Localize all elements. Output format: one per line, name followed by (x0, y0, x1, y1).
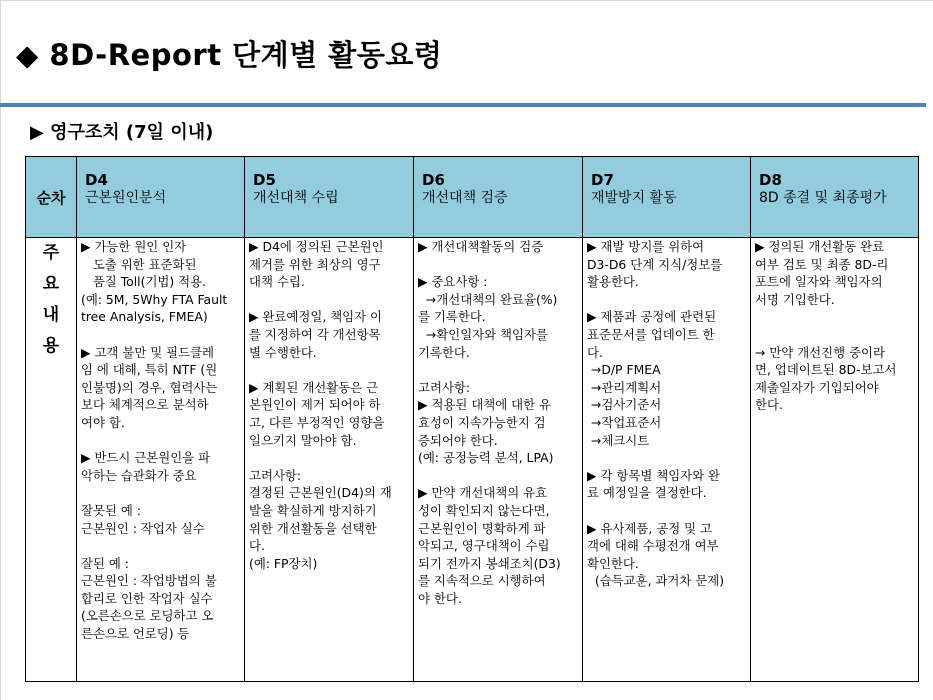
content-cell-d6 (414, 238, 583, 682)
column-code: D6 (422, 171, 445, 189)
content-line: 른손으로 언로딩) 등 (81, 626, 190, 642)
content-line: ▶ D4에 정의된 근본원인 (249, 239, 384, 254)
content-line: ▶ 제품과 공정에 관련된 (587, 309, 717, 325)
content-line: ▶ 만약 개선대책의 유효 (418, 485, 548, 501)
content-line: ▶ 중요사항 : (418, 274, 488, 290)
content-line: 고려사항: (249, 467, 302, 483)
content-line: 고려사항: (418, 379, 471, 395)
column-code: D7 (591, 171, 614, 189)
content-line: 결정된 근본원인(D4)의 재 (249, 485, 392, 501)
content-line: ▶ 완료예정일, 책임자 이 (249, 309, 383, 325)
content-line: 야 한다. (418, 590, 462, 606)
content-line: 기록한다. (418, 344, 470, 360)
content-line: 도출 위한 표준화된 (81, 256, 197, 272)
content-line: (오른손으로 로딩하고 오 (81, 608, 214, 624)
content-line (755, 308, 914, 326)
column-header-d6 (414, 157, 583, 238)
content-line: 면, 업데이트된 8D-보고서 (755, 362, 897, 378)
content-line: 근본원인이 명확하게 파 (418, 520, 546, 536)
content-cell-d4 (77, 238, 245, 682)
content-line (249, 361, 409, 379)
content-line: 별 수행한다. (249, 344, 317, 360)
column-name: 개선대책 검증 (422, 190, 508, 206)
content-line: 발을 확실하게 방지하기 (249, 502, 377, 518)
content-cell-d7 (583, 238, 751, 682)
content-line: 포트에 일자와 책임자의 (755, 274, 883, 290)
column-header-d8 (751, 157, 919, 238)
content-line: →D/P FMEA (587, 362, 661, 378)
content-line: 활용한다. (587, 274, 639, 290)
content-line (81, 484, 240, 502)
content-line: →개선대책의 완료율(%) (418, 291, 558, 307)
content-line: (예: 5M, 5Why FTA Fault (81, 291, 228, 307)
content-line: 품질 Toll(기법) 적용. (81, 274, 207, 290)
content-line: 표준문서를 업데이트 한 (587, 326, 715, 342)
column-code: D4 (85, 171, 108, 189)
content-line: 다. (249, 538, 265, 554)
content-line: 를 지정하여 각 개선항목 (249, 326, 381, 342)
content-line: 효성이 지속가능한지 검 (418, 414, 546, 430)
content-line: 잘된 예 : (81, 555, 129, 571)
content-line: ▶ 각 항목별 책임자와 완 (587, 467, 721, 483)
content-line: ▶ 계획된 개선활동은 근 (249, 379, 379, 395)
content-line (587, 291, 746, 309)
content-line: ▶ 가능한 원인 인자 (81, 239, 187, 254)
content-cell-d5 (245, 238, 414, 682)
column-name: 8D 종결 및 최종평가 (759, 190, 887, 206)
content-line: →작업표준서 (587, 414, 662, 430)
content-line: 근본원인 : 작업자 실수 (81, 520, 205, 536)
content-line: ▶ 개선대책활동의 검증 (418, 239, 544, 254)
content-line (418, 361, 578, 379)
content-line (81, 432, 240, 450)
column-code: D5 (253, 171, 276, 189)
content-line: 인불명)의 경우, 협력사는 (81, 379, 218, 395)
content-line: 를 기록한다. (418, 309, 486, 325)
content-line: tree Analysis, FMEA) (81, 309, 208, 325)
content-line: 되기 전까지 봉쇄조치(D3) (418, 555, 561, 571)
content-line: 일으키지 말아야 함. (249, 432, 357, 448)
content-line: 근본원인 : 작업방법의 불 (81, 573, 217, 589)
content-line (81, 326, 240, 344)
content-line: →확인일자와 책임자를 (418, 326, 548, 342)
content-line: →체크시트 (587, 432, 650, 448)
content-line (418, 467, 578, 485)
content-line: (예: 공정능력 분석, LPA) (418, 450, 554, 466)
content-line: (습득교훈, 과거차 문제) (587, 573, 725, 589)
content-cell-d8 (751, 238, 919, 682)
content-line (249, 291, 409, 309)
content-line: 잘못된 예 : (81, 502, 141, 518)
content-line: → 만약 개선진행 중이라 (755, 344, 885, 360)
content-line: ▶ 재발 방지를 위하여 (587, 239, 705, 254)
column-name: 근본원인분석 (85, 190, 167, 206)
content-line: 다. (587, 344, 603, 360)
content-line (418, 256, 578, 274)
content-line: ▶ 적용된 대책에 대한 유 (418, 397, 552, 413)
content-line: 합리로 인한 작업자 실수 (81, 590, 213, 606)
content-line: →검사기준서 (587, 397, 662, 413)
content-line: 임 에 대해, 특히 NTF (원 (81, 362, 218, 378)
top-border-line (0, 0, 933, 1)
content-line (755, 326, 914, 344)
column-code: D8 (759, 171, 782, 189)
content-line: 악하는 습관화가 중요 (81, 467, 197, 483)
table-body-row (26, 238, 919, 682)
title-divider (0, 103, 926, 107)
content-line: (예: FP장치) (249, 555, 318, 571)
table-header-row (26, 157, 919, 238)
column-name: 재발방지 활동 (591, 190, 677, 206)
content-line (587, 502, 746, 520)
content-line: 한다. (755, 397, 783, 413)
column-header-d7 (583, 157, 751, 238)
content-line: 를 지속적으로 시행하여 (418, 573, 546, 589)
main-content-label-cell (26, 238, 77, 682)
content-line: 제거를 위한 최상의 영구 (249, 256, 381, 272)
content-line: 제출일자가 기입되어야 (755, 379, 879, 395)
column-header-d5 (245, 157, 414, 238)
content-line: 대책 수립. (249, 274, 305, 290)
column-header-d4 (77, 157, 245, 238)
content-line: ▶ 반드시 근본원인을 파 (81, 450, 211, 466)
content-line: 고, 다른 부정적인 영향을 (249, 414, 385, 430)
content-line: 서명 기입한다. (755, 291, 835, 307)
content-line (249, 449, 409, 467)
activity-table (25, 156, 919, 682)
content-line: ▶ 정의된 개선활동 완료 (755, 239, 885, 254)
content-line: ▶ 유사제품, 공정 및 고 (587, 520, 712, 536)
content-line (81, 537, 240, 555)
section-subtitle: ▶ 영구조치 (7일 이내) (30, 122, 214, 143)
content-line: 여부 검토 및 최종 8D-리 (755, 256, 889, 272)
content-line: ▶ 고객 불만 및 필드클레 (81, 344, 215, 360)
content-line: 여야 함. (81, 414, 125, 430)
content-line: 보다 체계적으로 분석하 (81, 397, 209, 413)
main-content-label: 주요내용 (42, 243, 60, 356)
content-line (587, 449, 746, 467)
content-line: 악되고, 영구대책이 수립 (418, 538, 550, 554)
content-line: 성이 확인되지 않는다면, (418, 502, 550, 518)
content-line: →관리계획서 (587, 379, 662, 395)
content-line: 확인한다. (587, 555, 639, 571)
content-line: 위한 개선활동을 선택한 (249, 520, 377, 536)
column-name: 개선대책 수립 (253, 190, 339, 206)
page-title: ◆ 8D-Report 단계별 활동요령 (16, 38, 443, 72)
content-line: 객에 대해 수평전개 여부 (587, 538, 719, 554)
content-line: 료 예정일을 결정한다. (587, 485, 707, 501)
content-line: 본원인이 제거 되어야 하 (249, 397, 381, 413)
content-line: 증되어야 한다. (418, 432, 498, 448)
sequence-header: 순차 (26, 157, 77, 238)
content-line: D3-D6 단계 지식/정보를 (587, 256, 723, 272)
